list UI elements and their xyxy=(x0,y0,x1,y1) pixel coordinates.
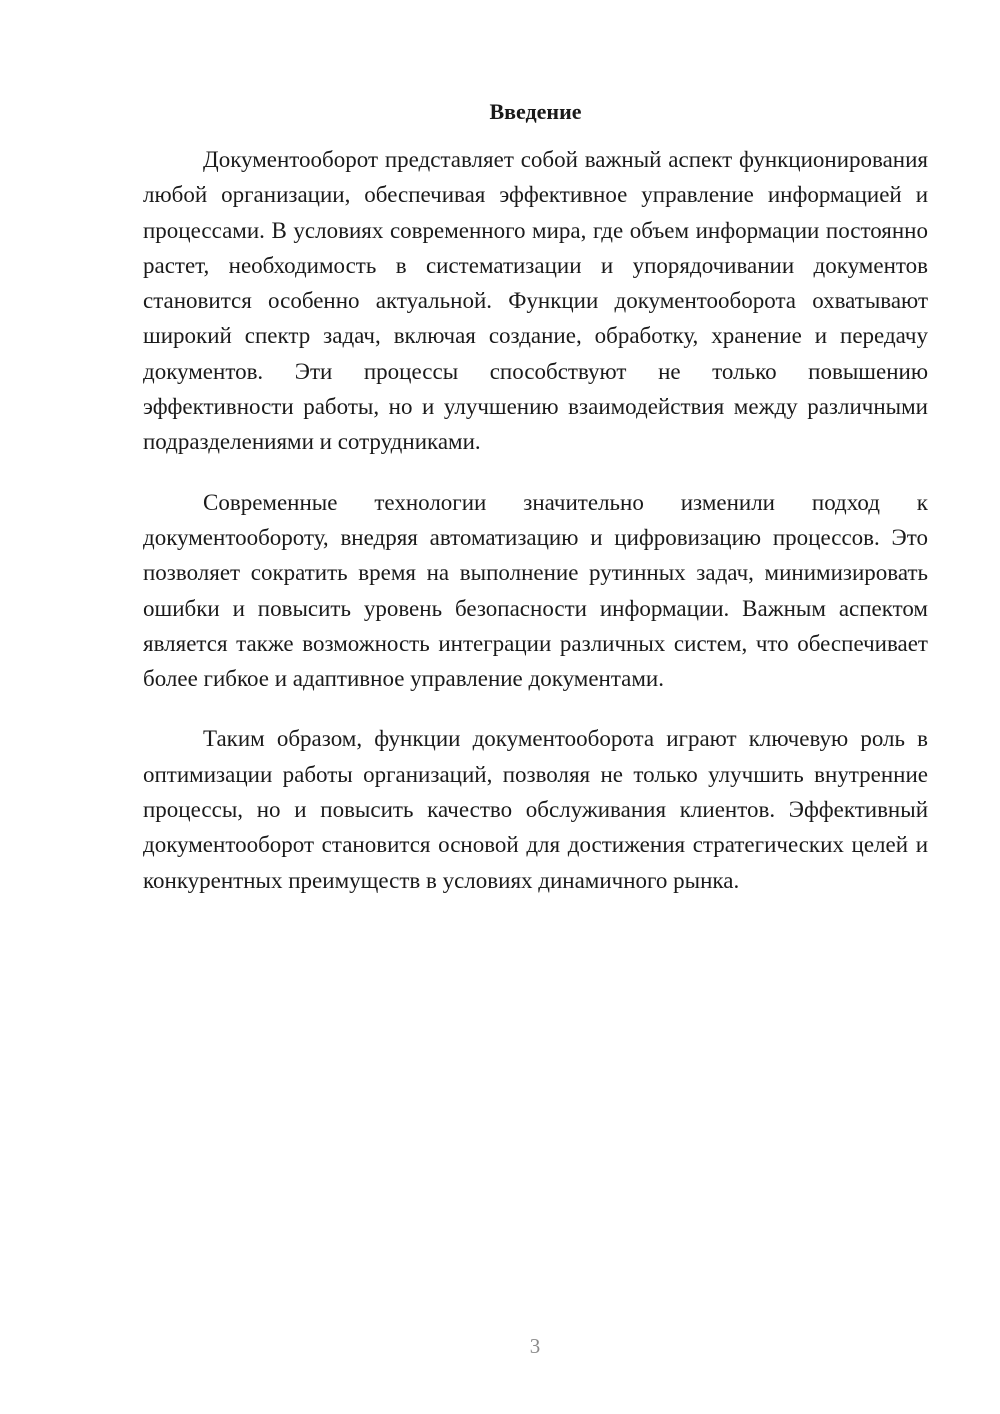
paragraph-technologies: Современные технологии значительно изменили подход к документообороту, внедряя автоматизацию и цифровизацию процессов. Это позволяет сократить время на выполнение рутинных задач, минимизировать ошибки и повысить уровень безопасности информации. Важным аспектом является также возможность интеграции различных систем, что обеспечивает более гибкое и адаптивное управление документами. xyxy=(143,489,928,692)
page-number: 3 xyxy=(529,1334,541,1358)
paragraph-conclusion: Таким образом, функции документооборота играют ключевую роль в оптимизации работы организаций, позволяя не только улучшить внутренние процессы, но и повысить качество обслуживания клиентов. Эффективный документооборот становится основой для достижения стратегических целей и конкурентных преимуществ в условиях динамичного рынка. xyxy=(143,726,928,893)
section-heading: Введение xyxy=(489,99,582,124)
paragraph-intro: Документооборот представляет собой важный аспект функционирования любой организации, обеспечивая эффективное управление информацией и процессами. В условиях современного мира, где объем информации постоянно растет, необходимость в систематизации и упорядочивании документов становится особенно актуальной. Функции документооборота охватывают широкий спектр задач, включая создание, обработку, хранение и передачу документов. Эти процессы способствуют не только повышению эффективности работы, но и улучшению взаимодействия между различными подразделениями и сотрудниками. xyxy=(143,147,928,455)
body-text xyxy=(143,142,928,923)
